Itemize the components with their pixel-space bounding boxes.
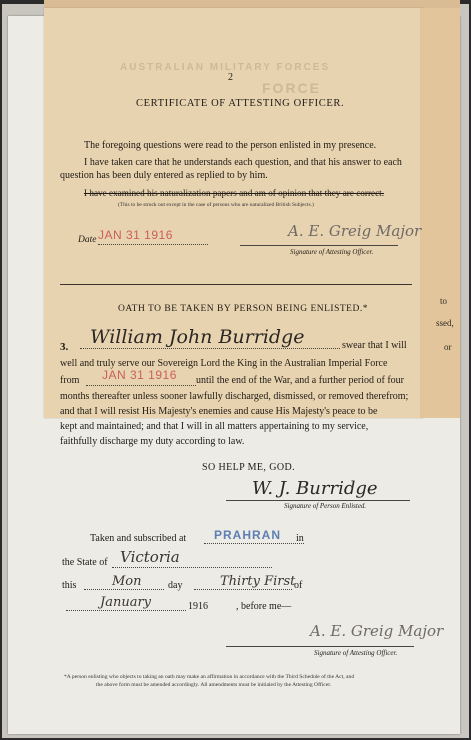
taken-label: Taken and subscribed at <box>90 533 187 544</box>
signature-caption: Signature of Attesting Officer. <box>290 248 374 256</box>
oath-line: well and truly serve our Sovereign Lord the King in the Australian Imperial Force <box>60 358 388 369</box>
oath-number: 3. <box>60 341 69 353</box>
oath-line: and that I will resist His Majesty's enemies and cause His Majesty's peace to be <box>60 406 378 417</box>
oath-title: OATH TO BE TAKEN BY PERSON BEING ENLISTED.* <box>118 304 368 314</box>
from-line <box>86 385 196 386</box>
date-label: Date <box>78 235 97 245</box>
certificate-title: CERTIFICATE OF ATTESTING OFFICER. <box>136 98 345 109</box>
signature-line <box>240 245 398 246</box>
month-handwritten: January <box>100 595 152 610</box>
officer-signature-caption: Signature of Attesting Officer. <box>314 649 398 657</box>
bleed-through-word: FORCE <box>262 80 321 96</box>
oath-line: until the end of the War, and a further period of four <box>196 375 404 386</box>
name-line <box>80 348 340 349</box>
recruit-signature-line <box>226 500 410 501</box>
struck-naturalization-line: I have examined his naturalization papers and am of opinion that they are correct. <box>84 188 385 198</box>
page-number: 2 <box>228 72 233 83</box>
year-text: 1916 <box>188 601 208 612</box>
footnote-line: *A person enlisting who objects to taking an oath may make an affirmation in accordance with the Third Schedule of the Act, and <box>64 674 355 680</box>
section-divider <box>60 284 412 285</box>
certificate-line: question has been duly entered as replied to by him. <box>60 170 268 181</box>
state-line <box>112 567 272 568</box>
oath-line: months thereafter unless sooner lawfully discharged, dismissed, or removed therefrom; <box>60 391 409 402</box>
date-line <box>98 244 208 245</box>
recruit-signature: W. J. Burridge <box>252 478 378 499</box>
officer-signature: A. E. Greig Major <box>310 622 444 640</box>
oath-line: kept and maintained; and that I will in all matters appertaining to my service, <box>60 421 369 432</box>
so-help-me-god: SO HELP ME, GOD. <box>202 462 295 473</box>
month-line <box>66 610 186 611</box>
state-handwritten: Victoria <box>120 548 180 566</box>
from-label: from <box>60 375 80 386</box>
edge-fragment: to <box>440 296 448 306</box>
date-stamp: JAN 31 1916 <box>98 228 173 242</box>
naturalization-note: (This to be struck out except in the case of persons who are naturalized British Subjects.) <box>118 202 314 208</box>
day-name-handwritten: Mon <box>112 574 142 589</box>
recruit-signature-caption: Signature of Person Enlisted. <box>284 502 367 510</box>
before-me-text: , before me— <box>236 601 292 612</box>
officer-signature-line <box>226 646 414 647</box>
certificate-line: The foregoing questions were read to the person enlisted in my presence. <box>84 140 377 151</box>
place-stamp: PRAHRAN <box>214 528 281 542</box>
date-words-line <box>194 589 292 590</box>
right-paper-strip <box>420 8 460 418</box>
of-label: of <box>294 580 303 591</box>
oath-line: faithfully discharge my duty according to law. <box>60 436 245 447</box>
edge-fragment: or <box>444 342 452 352</box>
state-label: the State of <box>62 557 108 568</box>
edge-fragment: ssed, <box>436 318 454 328</box>
in-label: in <box>296 533 304 544</box>
date-handwritten: Thirty First <box>220 574 296 589</box>
oath-line: swear that I will <box>342 340 407 351</box>
certificate-line: I have taken care that he understands each question, and that his answer to each <box>84 157 402 168</box>
footnote-line: the above form must be amended accordingly. All amendments must be initialed by the Attesting Officer. <box>96 682 332 688</box>
bleed-through-header: AUSTRALIAN MILITARY FORCES <box>120 62 331 73</box>
attesting-officer-signature: A. E. Greig Major <box>288 222 422 240</box>
day-line <box>84 589 164 590</box>
this-label: this <box>62 580 77 591</box>
from-date-stamp: JAN 31 1916 <box>102 368 177 382</box>
day-label: day <box>168 580 183 591</box>
recruit-name-handwritten: William John Burridge <box>90 326 305 348</box>
place-line <box>204 543 304 544</box>
